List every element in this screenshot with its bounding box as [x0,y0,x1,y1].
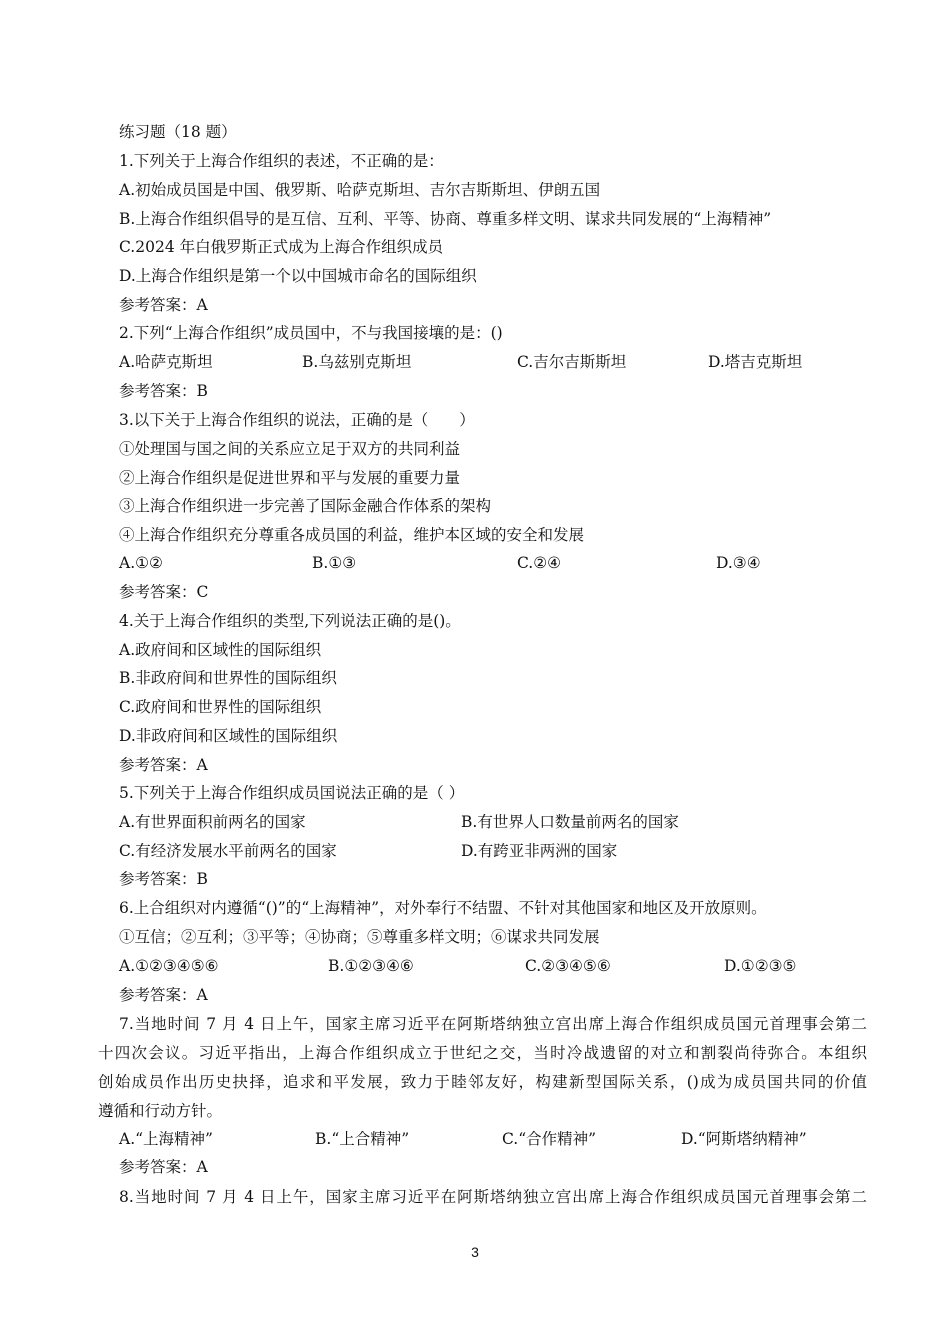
q3-answer: 参考答案：C [119,583,209,601]
q4-answer: 参考答案：A [119,756,208,774]
q1-option-d: D.上海合作组织是第一个以中国城市命名的国际组织 [119,267,477,285]
q2-option-c: C.吉尔吉斯斯坦 [517,353,627,371]
q5-answer: 参考答案：B [119,870,208,888]
q3-stem: 3.以下关于上海合作组织的说法，正确的是（ ） [119,411,475,429]
q3-statement-4: ④上海合作组织充分尊重各成员国的利益，维护本区域的安全和发展 [119,526,585,544]
q7-option-a: A.“上海精神” [119,1130,213,1148]
q2-options-row [119,349,859,375]
q7-stem-line-4: 遵循和行动方针。 [98,1102,223,1120]
q3-option-b: B.①③ [312,554,357,572]
q1-option-c: C.2024 年白俄罗斯正式成为上海合作组织成员 [119,238,444,256]
q3-option-a: A.①② [119,554,163,572]
q5-options-row-1 [119,809,859,835]
q7-option-d: D.“阿斯塔纳精神” [681,1130,807,1148]
q1-option-a: A.初始成员国是中国、俄罗斯、哈萨克斯坦、吉尔吉斯斯坦、伊朗五国 [119,181,601,199]
q1-answer: 参考答案：A [119,296,208,314]
q7-answer: 参考答案：A [119,1158,208,1176]
q2-option-a: A.哈萨克斯坦 [119,353,213,371]
q6-option-a: A.①②③④⑤⑥ [119,957,219,975]
q5-option-b: B.有世界人口数量前两名的国家 [461,813,679,831]
q8-stem-line-1: 8.当地时间 7 月 4 日上午，国家主席习近平在阿斯塔纳独立宫出席上海合作组织成员国元首理事会第二 [119,1188,867,1206]
q7-stem-line-1: 7.当地时间 7 月 4 日上午，国家主席习近平在阿斯塔纳独立宫出席上海合作组织成员国元首理事会第二 [119,1015,867,1033]
q6-options-row [119,953,859,979]
section-title: 练习题（18 题） [119,123,237,141]
q2-option-b: B.乌兹别克斯坦 [302,353,412,371]
q1-stem: 1.下列关于上海合作组织的表述，不正确的是： [119,152,444,170]
q6-answer: 参考答案：A [119,986,208,1004]
q8-stem-paragraph [119,1183,867,1212]
q5-option-a: A.有世界面积前两名的国家 [119,813,306,831]
q3-statement-2: ②上海合作组织是促进世界和平与发展的重要力量 [119,469,461,487]
q3-statement-3: ③上海合作组织进一步完善了国际金融合作体系的架构 [119,497,492,515]
q4-option-c: C.政府间和世界性的国际组织 [119,698,322,716]
q6-items: ①互信；②互利；③平等；④协商；⑤尊重多样文明；⑥谋求共同发展 [119,928,600,946]
q3-options-row [119,550,859,576]
q6-option-b: B.①②③④⑥ [328,957,414,975]
q6-option-d: D.①②③⑤ [724,957,797,975]
q7-options-row [119,1126,859,1152]
q7-stem-line-3: 创始成员作出历史抉择，追求和平发展，致力于睦邻友好，构建新型国际关系，()成为成员国共同的价值 [98,1073,867,1091]
q4-option-d: D.非政府间和区域性的国际组织 [119,727,338,745]
q2-stem: 2.下列“上海合作组织”成员国中，不与我国接壤的是：() [119,324,503,342]
q5-option-c: C.有经济发展水平前两名的国家 [119,842,337,860]
q2-answer: 参考答案：B [119,382,208,400]
q4-stem: 4.关于上海合作组织的类型,下列说法正确的是()。 [119,612,461,630]
q5-options-row-2 [119,838,859,864]
q7-stem-line-2: 十四次会议。习近平指出，上海合作组织成立于世纪之交，当时冷战遗留的对立和割裂尚待弥合。本组织 [98,1044,867,1062]
q1-option-b: B.上海合作组织倡导的是互信、互利、平等、协商、尊重多样文明、谋求共同发展的“上海精神” [119,210,772,228]
q3-option-d: D.③④ [716,554,761,572]
q2-option-d: D.塔吉克斯坦 [708,353,803,371]
q7-option-b: B.“上合精神” [315,1130,410,1148]
q6-stem: 6.上合组织对内遵循“()”的“上海精神”，对外奉行不结盟、不针对其他国家和地区及开放原则。 [119,899,767,917]
q5-option-d: D.有跨亚非两洲的国家 [461,842,618,860]
q3-option-c: C.②④ [517,554,562,572]
q4-option-b: B.非政府间和世界性的国际组织 [119,669,337,687]
q6-option-c: C.②③④⑤⑥ [525,957,611,975]
q5-stem: 5.下列关于上海合作组织成员国说法正确的是（ ） [119,784,465,802]
page-number: 3 [471,1244,479,1260]
q7-option-c: C.“合作精神” [502,1130,597,1148]
q4-option-a: A.政府间和区域性的国际组织 [119,641,322,659]
q3-statement-1: ①处理国与国之间的关系应立足于双方的共同利益 [119,440,461,458]
q7-stem-paragraph [98,1010,867,1126]
